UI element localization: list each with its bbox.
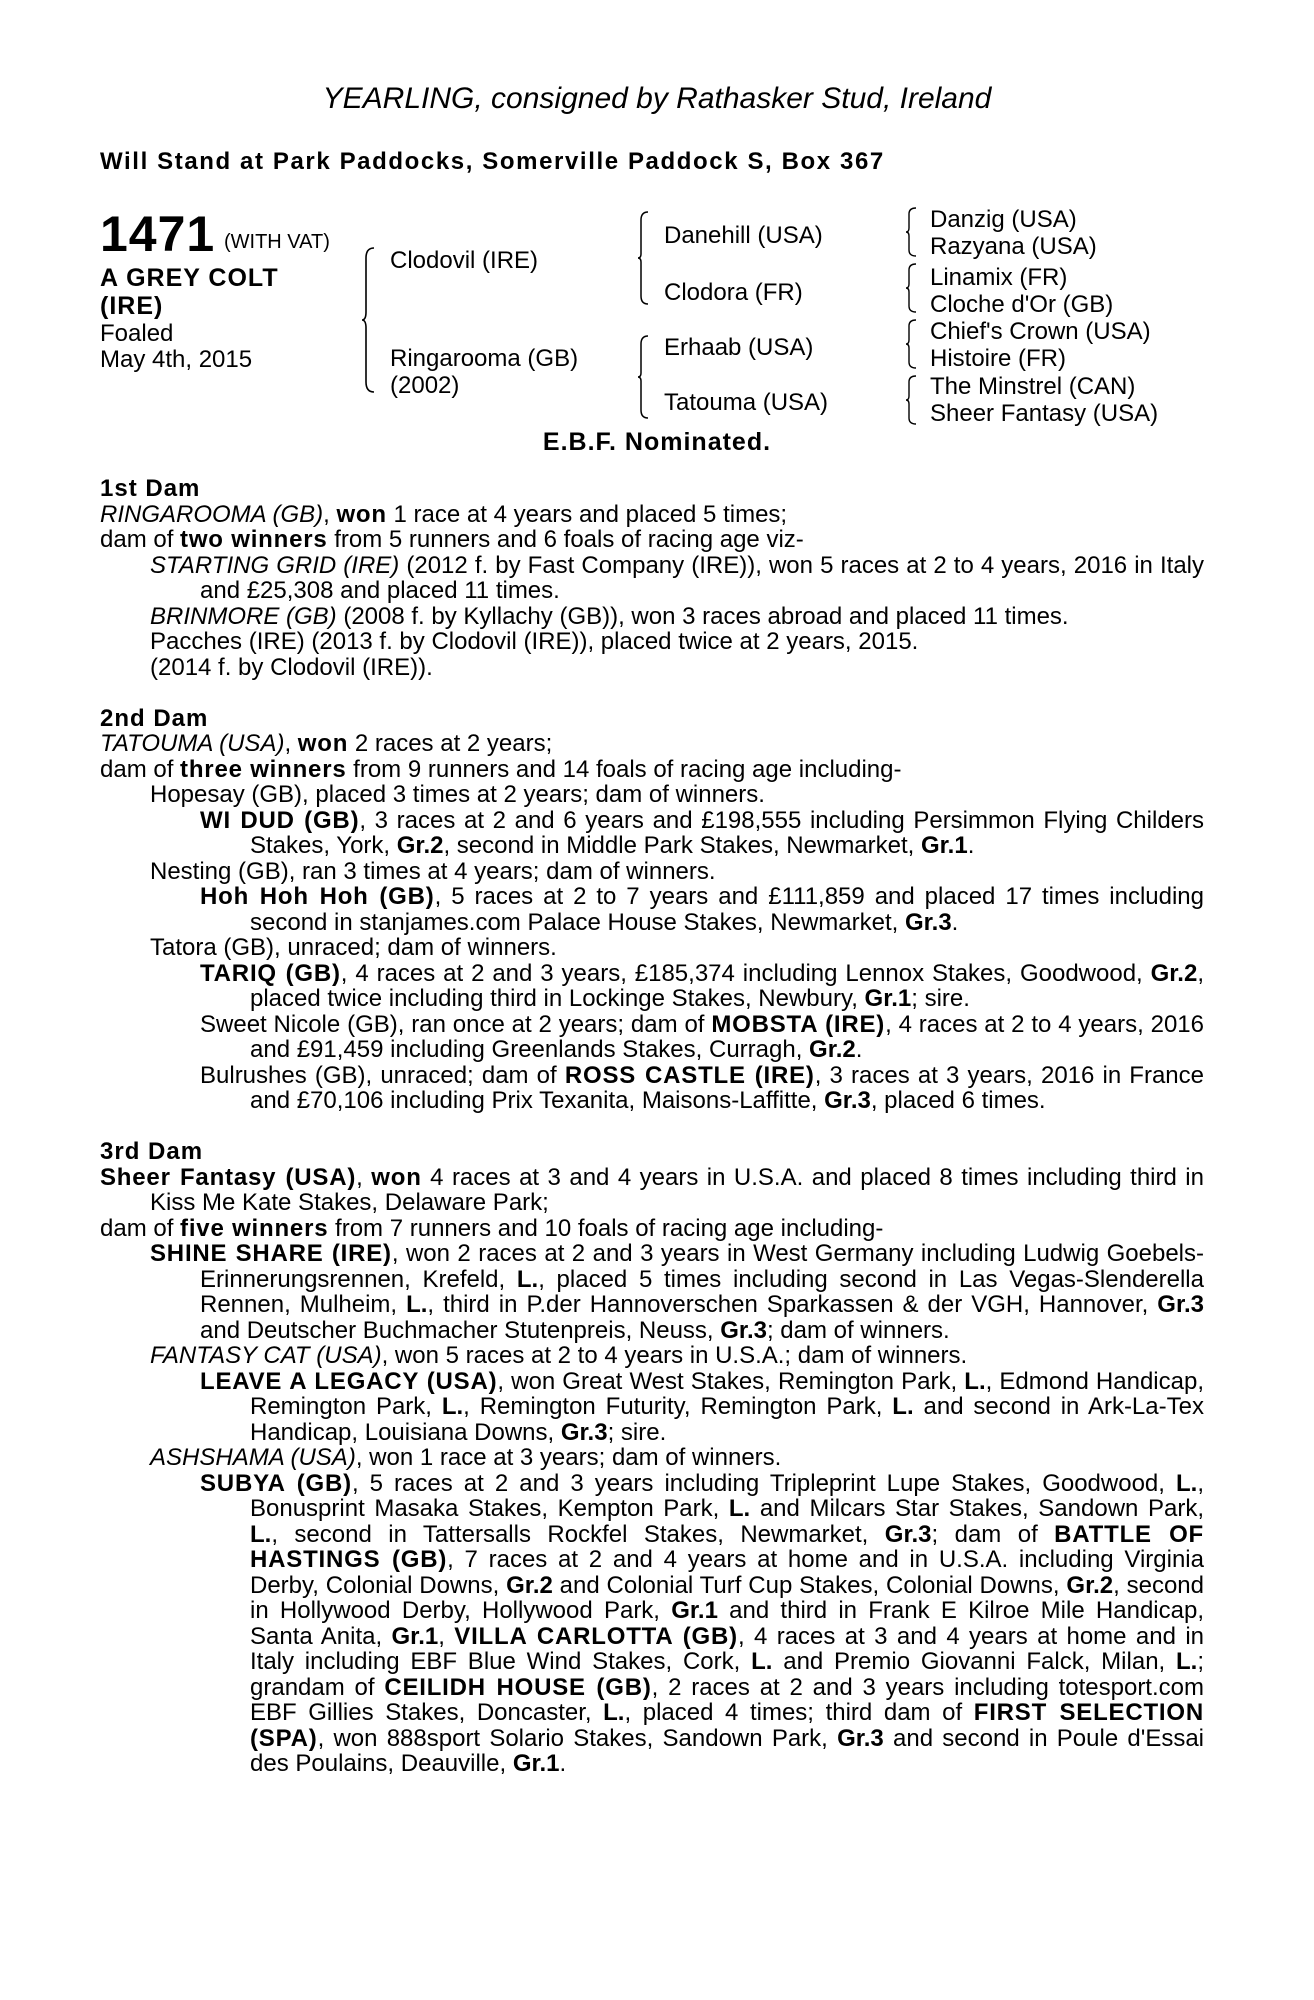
second-dam-grandson-wi-dud: WI DUD (GB), 3 races at 2 and 6 years and £198,555 including Persimmon Flying Childers Stakes, York, Gr.2, second in Middle Park Stakes, Newmarket, Gr.1. <box>200 806 1205 859</box>
pedigree-ddd: Sheer Fantasy (USA) <box>930 400 1159 427</box>
second-dam-granddaughter-bulrushes: Bulrushes (GB), unraced; dam of ROSS CASTLE (IRE), 3 races at 3 years, 2016 in France and £70,106 including Prix Texanita, Maisons-Laffitte, Gr.3, placed 6 times. <box>200 1061 1205 1114</box>
second-dam-line: TATOUMA (USA), won 2 races at 2 years; <box>100 730 553 757</box>
pedigree-brace-sire <box>636 210 650 306</box>
pedigree-brace-ss <box>904 206 918 258</box>
ebf-status: E.B.F. Nominated. <box>542 428 772 456</box>
foaled-date: May 4th, 2015 <box>100 346 253 373</box>
family-details <box>100 476 1204 1777</box>
second-dam-produce-hopesay: Hopesay (GB), placed 3 times at 2 years; dam of winners. <box>150 781 765 808</box>
pedigree-sire: Clodovil (IRE) <box>390 247 539 274</box>
second-dam-heading: 2nd Dam <box>100 704 209 732</box>
pedigree-brace-sd <box>904 262 918 314</box>
first-dam-line: RINGAROOMA (GB), won 1 race at 4 years and placed 5 times; <box>100 500 788 528</box>
pedigree-dds: The Minstrel (CAN) <box>930 373 1136 400</box>
pedigree-brace-ds <box>904 318 918 370</box>
pedigree-sdd: Cloche d'Or (GB) <box>930 291 1114 318</box>
second-dam-granddaughter-sweet-nicole: Sweet Nicole (GB), ran once at 2 years; dam of MOBSTA (IRE), 4 races at 2 to 4 years, 2016 and £91,459 including Greenlands Stakes, Curragh, Gr.2. <box>200 1010 1204 1063</box>
first-dam-produce-4: (2014 f. by Clodovil (IRE)). <box>150 653 433 681</box>
second-dam-grandson-tariq: TARIQ (GB), 4 races at 2 and 3 years, £185,374 including Lennox Stakes, Goodwood, Gr.2, placed twice including third in Lockinge Stakes, Newbury, Gr.1; sire. <box>200 959 1204 1012</box>
second-dam-produce-summary: dam of three winners from 9 runners and 14 foals of racing age including- <box>100 755 902 783</box>
stand-location: Will Stand at Park Paddocks, Somerville Paddock S, Box 367 <box>100 148 885 175</box>
third-dam-produce-shine-share: SHINE SHARE (IRE), won 2 races at 2 and 3 years in West Germany including Ludwig Goebels-Erinnerungsrennen, Krefeld, L., placed 5 times including second in Las Vegas-Slenderella Rennen, Mulheim, L., third in P.der Hannoverschen Sparkassen & der VGH, Hannover, Gr.3 and Deutscher Buchmacher Stutenpreis, Neuss, Gr.3; dam of winners. <box>150 1240 1204 1344</box>
vat-note: (WITH VAT) <box>224 231 330 253</box>
pedigree-sds: Linamix (FR) <box>930 264 1068 291</box>
pedigree-dam-year: (2002) <box>390 372 460 399</box>
third-dam-granddaughter-subya: SUBYA (GB), 5 races at 2 and 3 years including Tripleprint Lupe Stakes, Goodwood, L., Bonusprint Masaka Stakes, Kempton Park, L. and Milcars Star Stakes, Sandown Park, L., second in Tattersalls Rockfel Stakes, Newmarket, Gr.3; dam of BATTLE OF HASTINGS (GB), 7 races at 2 and 4 years at home and in U.S.A. including Virginia Derby, Colonial Downs, Gr.2 and Colonial Turf Cup Stakes, Colonial Downs, Gr.2, second in Hollywood Derby, Hollywood Park, Gr.1 and third in Frank E Kilroe Mile Handicap, Santa Anita, Gr.1, VILLA CARLOTTA (GB), 4 races at 3 and 4 years at home and in Italy including EBF Blue Wind Stakes, Cork, L. and Premio Giovanni Falck, Milan, L.; grandam of CEILIDH HOUSE (GB), 2 races at 2 and 3 years including totesport.com EBF Gillies Stakes, Doncaster, L., placed 4 times; third dam of FIRST SELECTION (SPA), won 888sport Solario Stakes, Sandown Park, Gr.3 and second in Poule d'Essai des Poulains, Deauville, Gr.1. <box>200 1469 1205 1777</box>
first-dam-produce-3: Pacches (IRE) (2013 f. by Clodovil (IRE)), placed twice at 2 years, 2015. <box>150 628 919 655</box>
first-dam-produce-1: STARTING GRID (IRE) (2012 f. by Fast Company (IRE)), won 5 races at 2 to 4 years, 2016 in Italy and £25,308 and placed 11 times. <box>150 551 1204 604</box>
first-dam-heading: 1st Dam <box>100 475 201 502</box>
pedigree-dam-sire: Erhaab (USA) <box>664 334 814 361</box>
third-dam-grandson-leave-a-legacy: LEAVE A LEGACY (USA), won Great West Stakes, Remington Park, L., Edmond Handicap, Remington Park, L., Remington Futurity, Remington Park, L. and second in Ark-La-Tex Handicap, Louisiana Downs, Gr.3; sire. <box>200 1367 1204 1446</box>
third-dam-produce-fantasy-cat: FANTASY CAT (USA), won 5 races at 2 to 4 years in U.S.A.; dam of winners. <box>150 1342 968 1369</box>
pedigree-dss: Chief's Crown (USA) <box>930 318 1151 345</box>
first-dam-produce-2: BRINMORE (GB) (2008 f. by Kyllachy (GB)), won 3 races abroad and placed 11 times. <box>150 602 1069 630</box>
pedigree-brace-dd <box>904 374 918 426</box>
first-dam-produce-summary: dam of two winners from 5 runners and 6 foals of racing age viz- <box>100 526 804 553</box>
pedigree-dsd: Histoire (FR) <box>930 345 1066 372</box>
foaled-label: Foaled <box>100 320 174 347</box>
pedigree-dam-dam: Tatouma (USA) <box>664 389 829 416</box>
pedigree-ssd: Razyana (USA) <box>930 233 1097 260</box>
second-dam-produce-nesting: Nesting (GB), ran 3 times at 4 years; dam of winners. <box>150 857 716 885</box>
pedigree-sire-sire: Danehill (USA) <box>664 222 823 249</box>
pedigree-sire-dam: Clodora (FR) <box>664 279 803 306</box>
third-dam-heading: 3rd Dam <box>100 1138 204 1165</box>
lot-number: 1471 <box>100 206 216 262</box>
pedigree-brace-main <box>360 246 376 394</box>
lot-breeding-country: (IRE) <box>100 292 164 320</box>
lot-description: A GREY COLT <box>100 264 279 292</box>
pedigree-dam: Ringarooma (GB) <box>390 345 579 372</box>
second-dam-grandson-hoh-hoh-hoh: Hoh Hoh Hoh (GB), 5 races at 2 to 7 years and £111,859 and placed 17 times including second in stanjames.com Palace House Stakes, Newmarket, Gr.3. <box>200 883 1204 936</box>
pedigree-sss: Danzig (USA) <box>930 206 1077 233</box>
pedigree-brace-dam <box>636 334 650 420</box>
third-dam-produce-summary: dam of five winners from 7 runners and 10 foals of racing age including- <box>100 1214 884 1242</box>
second-dam-produce-tatora: Tatora (GB), unraced; dam of winners. <box>150 934 557 961</box>
third-dam-produce-ashshama: ASHSHAMA (USA), won 1 race at 3 years; dam of winners. <box>150 1444 782 1471</box>
catalogue-header: YEARLING, consigned by Rathasker Stud, Ireland <box>322 82 992 115</box>
third-dam-line: Sheer Fantasy (USA), won 4 races at 3 and 4 years in U.S.A. and placed 8 times including third in Kiss Me Kate Stakes, Delaware Park; <box>100 1163 1204 1216</box>
